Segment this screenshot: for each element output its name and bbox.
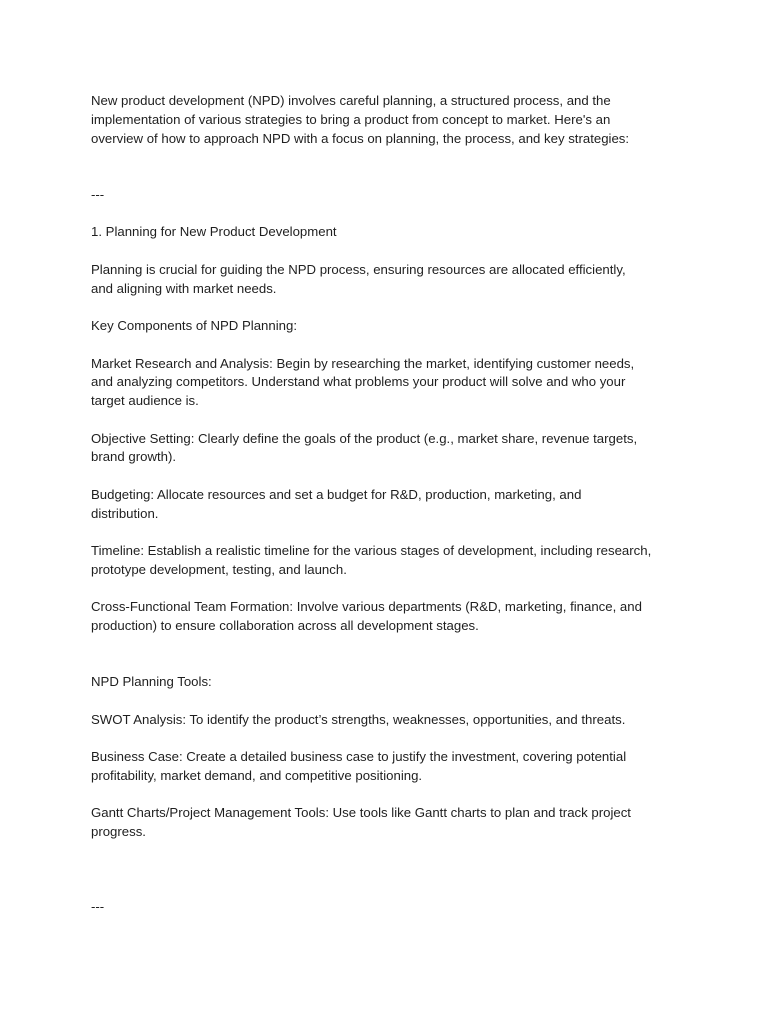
intro-paragraph-line-3: overview of how to approach NPD with a focus on planning, the process, and key strategies: (91, 131, 630, 146)
gantt-line-2: progress. (91, 824, 146, 839)
separator: --- (91, 187, 105, 202)
objective-setting-line-2: brand growth). (91, 449, 177, 464)
tools-heading: NPD Planning Tools: (91, 674, 212, 689)
timeline-line-2: prototype development, testing, and launch. (91, 562, 347, 577)
market-research-line-1: Market Research and Analysis: Begin by researching the market, identifying customer needs, (91, 356, 635, 371)
objective-setting-line-1: Objective Setting: Clearly define the goals of the product (e.g., market share, revenue targets, (91, 431, 638, 446)
intro-paragraph-line-2: implementation of various strategies to bring a product from concept to market. Here's an (91, 112, 611, 127)
components-heading: Key Components of NPD Planning: (91, 318, 297, 333)
planning-paragraph-line-1: Planning is crucial for guiding the NPD process, ensuring resources are allocated efficiently, (91, 262, 626, 277)
business-case-line-1: Business Case: Create a detailed business case to justify the investment, covering potential (91, 749, 627, 764)
budgeting-line-2: distribution. (91, 506, 159, 521)
swot-line-1: SWOT Analysis: To identify the product’s strengths, weaknesses, opportunities, and threats. (91, 712, 626, 727)
gantt-line-1: Gantt Charts/Project Management Tools: Use tools like Gantt charts to plan and track project (91, 805, 631, 820)
timeline-line-1: Timeline: Establish a realistic timeline for the various stages of development, including research, (91, 543, 652, 558)
section-heading: 1. Planning for New Product Development (91, 224, 337, 239)
cross-functional-line-2: production) to ensure collaboration across all development stages. (91, 618, 479, 633)
business-case-line-2: profitability, market demand, and competitive positioning. (91, 768, 423, 783)
planning-paragraph-line-2: and aligning with market needs. (91, 281, 277, 296)
intro-paragraph-line-1: New product development (NPD) involves careful planning, a structured process, and the (91, 93, 611, 108)
separator: --- (91, 899, 105, 914)
cross-functional-line-1: Cross-Functional Team Formation: Involve various departments (R&D, marketing, finance, and (91, 599, 642, 614)
budgeting-line-1: Budgeting: Allocate resources and set a budget for R&D, production, marketing, and (91, 487, 582, 502)
market-research-line-3: target audience is. (91, 393, 199, 408)
market-research-line-2: and analyzing competitors. Understand what problems your product will solve and who your (91, 374, 626, 389)
